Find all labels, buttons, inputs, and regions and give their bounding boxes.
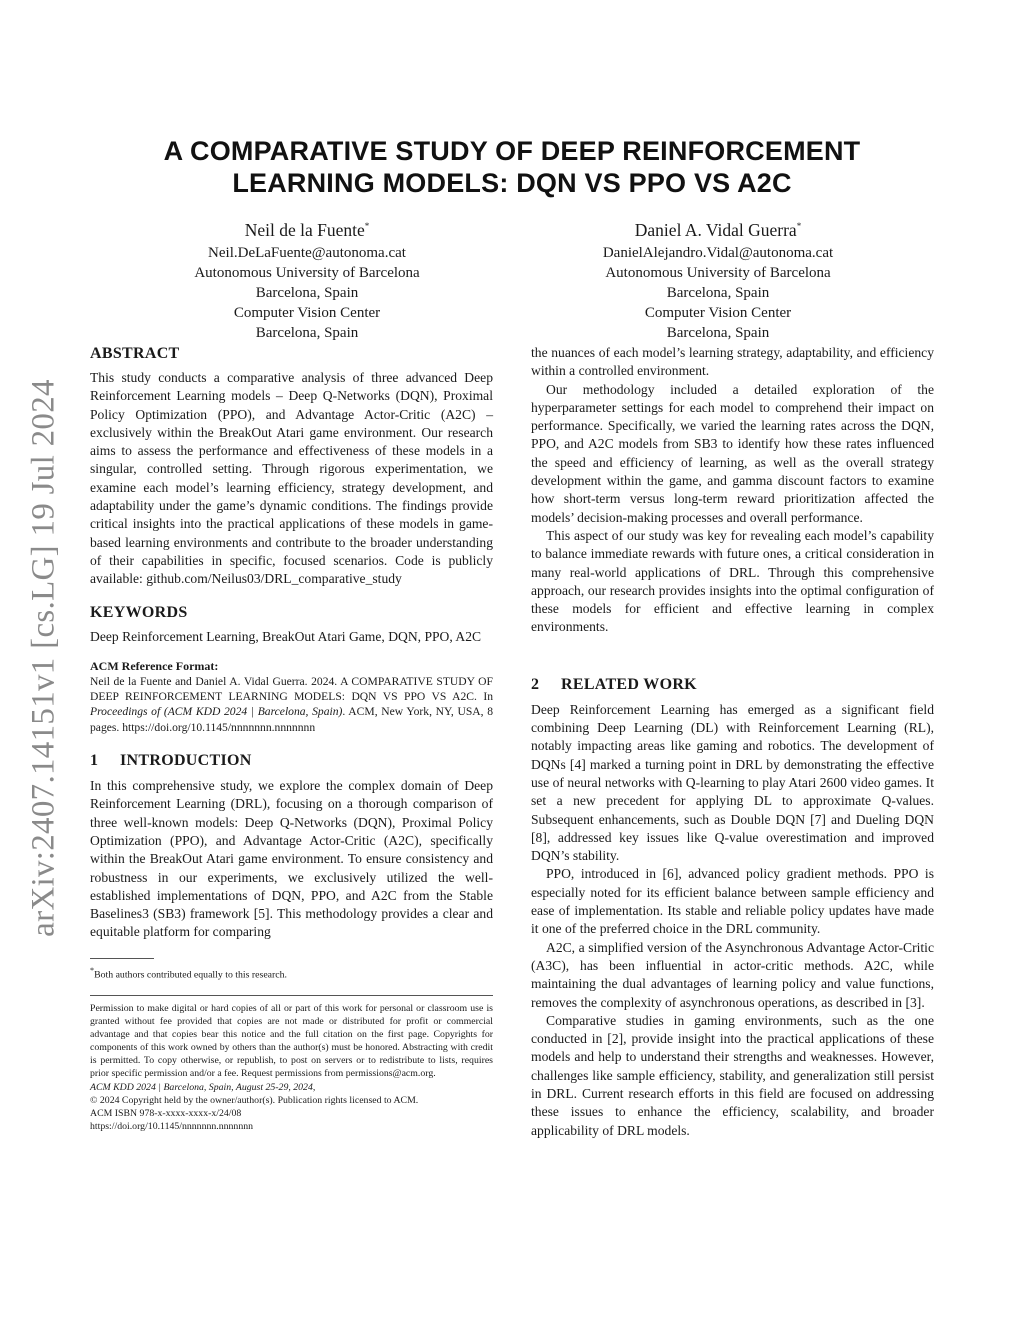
intro-continued-paragraph: the nuances of each model’s learning strategy, adaptability, and efficiency within a controlled environment.	[531, 345, 934, 379]
permission-divider	[90, 995, 493, 996]
right-column	[531, 344, 934, 1140]
conference-info: ACM KDD 2024 | Barcelona, Spain, August 25-29, 2024,	[90, 1081, 316, 1093]
copyright-notice: © 2024 Copyright held by the owner/author(s). Publication rights licensed to ACM.	[90, 1094, 419, 1106]
related-work-paragraph: Deep Reinforcement Learning has emerged as a significant field combining Deep Learning (DL) with Reinforcement Learning (RL), notably impacting areas like gaming and robotics. The development of DQNs [4] marked a turning point in DRL by demonstrating the effective use of neural networks with Q-learning to play Atari 2600 video games. It set a new precedent for applying DL to approximate Q-values. Subsequent enhancements, such as Double DQN [7] and Dueling DQN [8], addressed key issues like Q-value overestimation and improved DQN’s stability.	[531, 701, 934, 864]
section-related-work-heading: 2 RELATED WORK	[531, 675, 697, 693]
author-email: DanielAlejandro.Vidal@autonoma.cat	[602, 244, 834, 261]
keywords-heading: KEYWORDS	[90, 603, 188, 621]
author-affiliation: Autonomous University of Barcelona	[194, 264, 420, 281]
paper-title	[90, 135, 934, 199]
author-block-2	[508, 214, 928, 343]
author-location: Barcelona, Spain	[255, 284, 359, 301]
author-location: Barcelona, Spain	[666, 324, 770, 341]
introduction-text: In this comprehensive study, we explore the complex domain of Deep Reinforcement Learning (DRL), focusing on a thorough comparison of three well-known models: Deep Q-Networks (DQN), Proximal Policy Optimization (PPO), and Advantage Actor-Critic (A2C), specifically within the BreakOut Atari game environment. To ensure consistency and robustness in our experiments, we exclusively utilized the well-established implementations of DQN, PPO, and A2C from the Stable Baselines3 (SB3) framework [5]. This methodology provides a clear and equitable platform for comparing	[90, 778, 493, 940]
author-email: Neil.DeLaFuente@autonoma.cat	[208, 244, 406, 261]
author-block-1	[97, 214, 517, 343]
related-work-paragraph: Comparative studies in gaming environments, such as the one conducted in [2], provide insight into the practical applications of these models and help to understand their strengths and weaknesses. However, challenges like sample efficiency, stability, and generalization still persist in DRL. Current research efforts in this field are focused on addressing these issues to enhance the efficiency, scalability, and broader applicability of DRL models.	[531, 1012, 934, 1138]
acm-reference-text: Neil de la Fuente and Daniel A. Vidal Guerra. 2024. A COMPARATIVE STUDY OF DEEP REINFORCEMENT LEARNING MODELS: DQN VS PPO VS A2C. In Proceedings of (ACM KDD 2024 | Barcelona, Spain). ACM, New York, NY, USA, 8 pages. https://doi.org/10.1145/nnnnnnn.nnnnnnn	[90, 674, 493, 734]
acm-reference-heading: ACM Reference Format:	[90, 658, 219, 673]
footnote-divider	[90, 958, 154, 959]
arxiv-identifier: arXiv:2407.14151v1 [cs.LG] 19 Jul 2024	[25, 379, 62, 937]
author-location: Barcelona, Spain	[666, 284, 770, 301]
doi-link[interactable]: https://doi.org/10.1145/nnnnnnn.nnnnnnn	[90, 1120, 254, 1132]
author-name: Neil de la Fuente*	[244, 219, 370, 240]
author-affiliation: Computer Vision Center	[644, 304, 792, 321]
abstract-heading: ABSTRACT	[90, 345, 180, 362]
permission-notice: Permission to make digital or hard copies of all or part of this work for personal or classroom use is granted without fee provided that copies are not made or distributed for profit or commercial advantage and that copies bear this notice and the full citation on the first page. Copyrights for components of this work owned by others than the author(s) must be honored. Abstracting with credit is permitted. To copy otherwise, or republish, to post on servers or to redistribute to lists, requires prior specific permission and/or a fee. Request permissions from permissions@acm.org.	[90, 1002, 493, 1080]
footnote: *Both authors contributed equally to this research.	[90, 965, 287, 980]
author-affiliation: Computer Vision Center	[233, 304, 381, 321]
related-work-paragraph: A2C, a simplified version of the Asynchronous Advantage Actor-Critic (A3C), has been influential in actor-critic methods. A2C, while maintaining the dual advantages of learning policy and value functions, removes the complexity of asynchronous operations, as described in [3].	[531, 939, 934, 1010]
related-work-paragraph: PPO, introduced in [6], advanced policy gradient methods. PPO is especially noted for its efficient balance between sample efficiency and ease of implementation. Its stable and reliable policy updates have made it one of the preferred choice in the DRL community.	[531, 866, 934, 937]
title-line-1: A COMPARATIVE STUDY OF DEEP REINFORCEMENT	[163, 136, 861, 166]
methodology-paragraph: Our methodology included a detailed exploration of the hyperparameter settings for each model to comprehend their impact on performance. Specifically, we varied the learning rates across the DQN, PPO, and A2C models from SB3 to identify how these rates influenced the speed and efficiency of learning, as well as the overall strategy development within the game, and gamma discount factors to examine how short-term versus long-term reward prioritization affected the models’ decision-making processes and overall performance.	[531, 381, 934, 525]
author-name: Daniel A. Vidal Guerra*	[634, 219, 802, 240]
study-aspect-paragraph: This aspect of our study was key for revealing each model’s capability to balance immediate rewards with future ones, a critical consideration in many real-world applications of DRL. Through this comprehensive approach, our research provides insights into the optimal configuration of these models for efficient and effective learning in complex environments.	[531, 527, 934, 635]
title-line-2: LEARNING MODELS: DQN VS PPO VS A2C	[232, 168, 792, 198]
section-introduction-heading: 1 INTRODUCTION	[90, 752, 252, 770]
keywords-text: Deep Reinforcement Learning, BreakOut Atari Game, DQN, PPO, A2C	[90, 628, 482, 644]
left-column	[90, 344, 493, 1133]
isbn: ACM ISBN 978-x-xxxx-xxxx-x/24/08	[90, 1107, 242, 1119]
author-affiliation: Autonomous University of Barcelona	[605, 264, 831, 281]
abstract-text: This study conducts a comparative analysis of three advanced Deep Reinforcement Learning models – Deep Q-Networks (DQN), Proximal Policy Optimization (PPO), and Advantage Actor-Critic (A2C) – exclusively within the BreakOut Atari game environment. Our research aims to assess the performance and effectiveness of these models in a singular, controlled setting. Through rigorous experimentation, we examine each model’s learning efficiency, strategy development, and adaptability under the game’s dynamic conditions. The findings provide critical insights into the practical applications of these models in game-based learning environments and contribute to the broader understanding of their capabilities in specific, focused scenarios. Code is publicly available: github.com/Neilus03/DRL_comparative_study	[90, 370, 493, 587]
author-location: Barcelona, Spain	[255, 324, 359, 341]
